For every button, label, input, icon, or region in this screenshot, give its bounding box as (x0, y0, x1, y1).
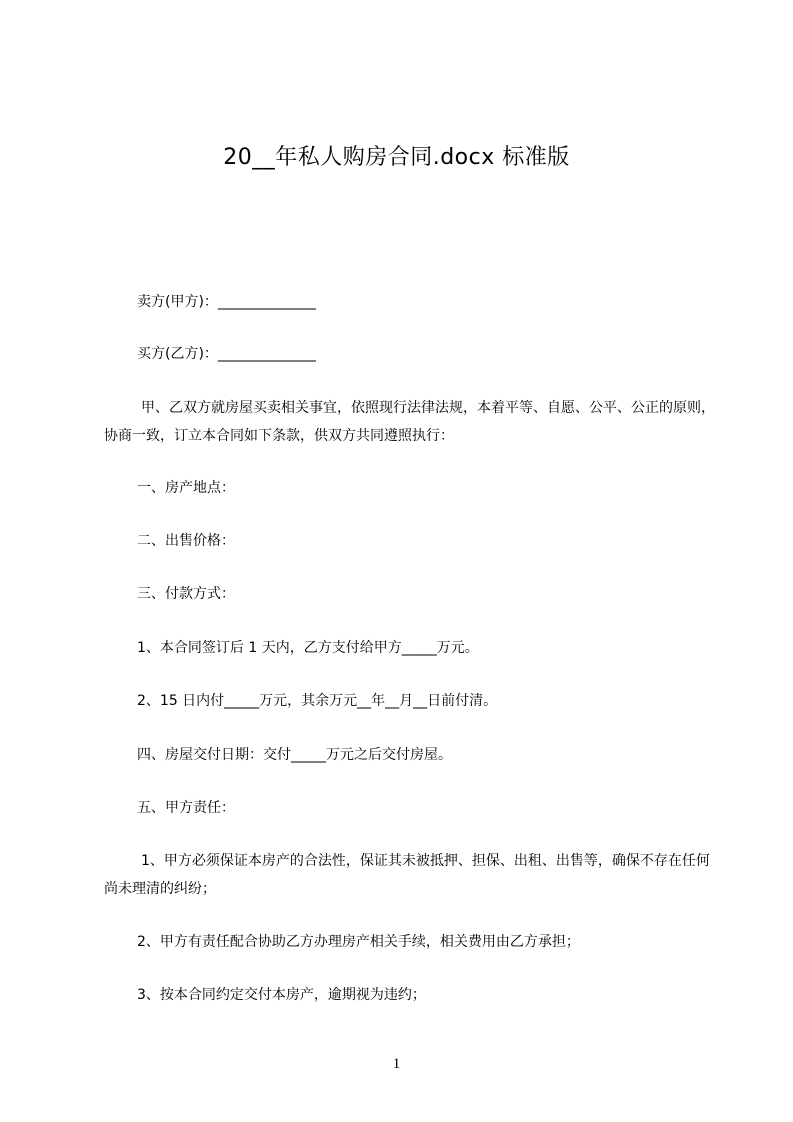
seller-duty-1: 1、甲方必须保证本房产的合法性，保证其未被抵押、担保、出租、出售等，确保不存在任何尚未理清的纠纷； (104, 853, 710, 897)
payment-clause-1: 1、本合同签订后 1 天内，乙方支付给甲方_____万元。 (137, 640, 479, 656)
section-delivery-date: 四、房屋交付日期：交付_____万元之后交付房屋。 (137, 747, 452, 763)
section-seller-duties: 五、甲方责任： (137, 800, 235, 816)
page-number: 1 (392, 1056, 401, 1072)
seller-line: 卖方(甲方)：______________ (137, 294, 316, 310)
preamble-paragraph: 甲、乙双方就房屋买卖相关事宜，依照现行法律法规，本着平等、自愿、公平、公正的原则，协商一致，订立本合同如下条款，供双方共同遵照执行： (104, 400, 715, 444)
seller-duty-2: 2、甲方有责任配合协助乙方办理房产相关手续，相关费用由乙方承担； (137, 934, 580, 950)
payment-clause-2: 2、15 日内付_____万元，其余万元__年__月__日前付清。 (137, 693, 498, 709)
document-title: 20__年私人购房合同.docx 标准版 (223, 145, 570, 170)
seller-duty-3: 3、按本合同约定交付本房产，逾期视为违约； (137, 987, 426, 1003)
section-sale-price: 二、出售价格： (137, 533, 235, 549)
buyer-line: 买方(乙方)：______________ (137, 346, 316, 362)
section-property-location: 一、房产地点： (137, 480, 235, 496)
section-payment-method: 三、付款方式： (137, 586, 235, 602)
